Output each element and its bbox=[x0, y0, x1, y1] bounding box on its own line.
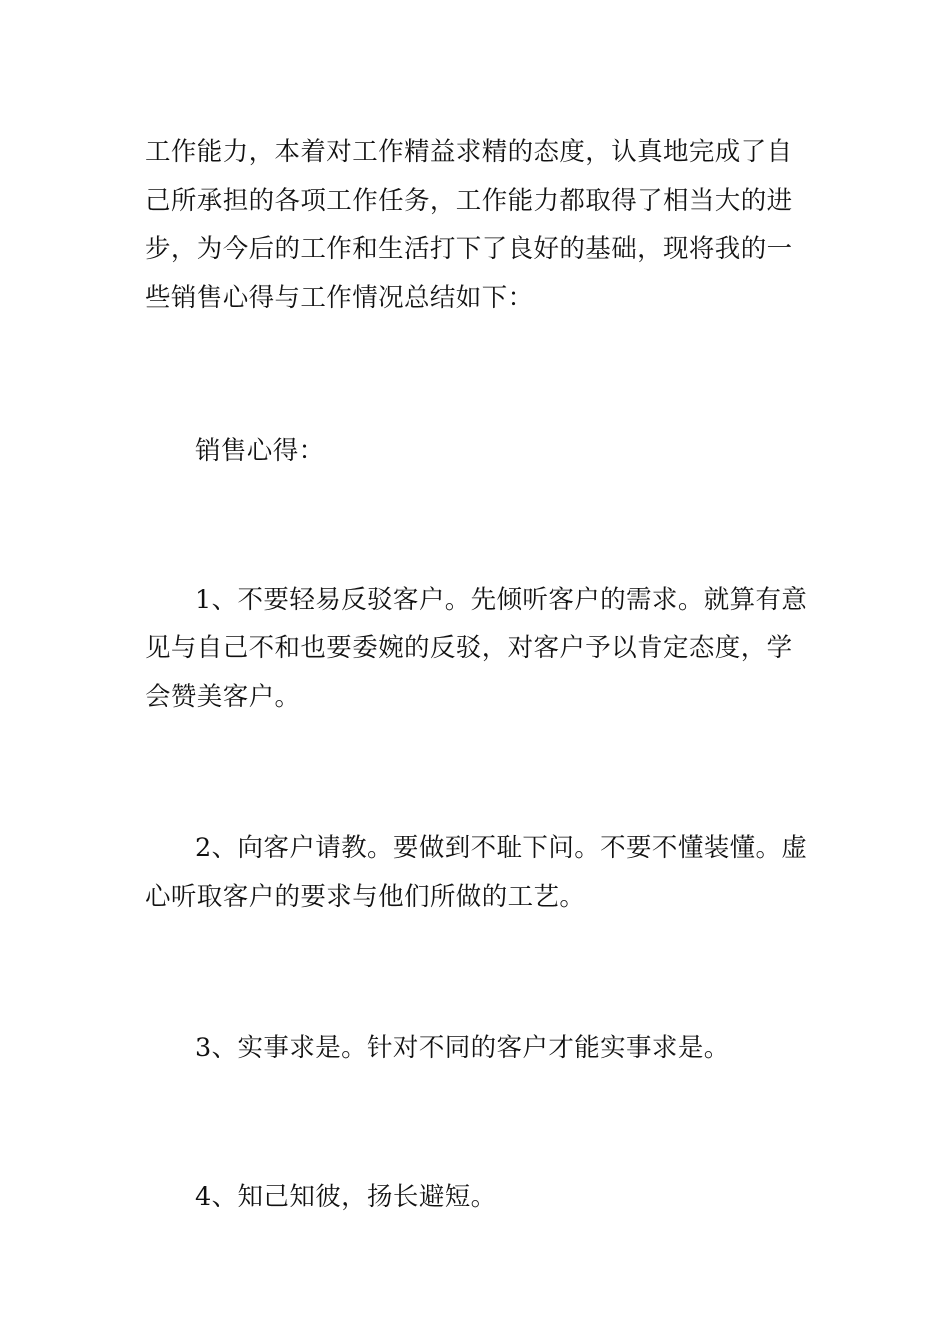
item1-line-1: 1、不要轻易反驳客户。先倾听客户的需求。就算有意 bbox=[195, 585, 808, 615]
item3-line-1: 3、实事求是。针对不同的客户才能实事求是。 bbox=[195, 1033, 730, 1063]
item1-line-2: 见与自己不和也要委婉的反驳，对客户予以肯定态度，学 bbox=[145, 633, 793, 663]
intro-line-2: 己所承担的各项工作任务，工作能力都取得了相当大的进 bbox=[145, 186, 793, 216]
intro-line-1: 工作能力，本着对工作精益求精的态度，认真地完成了自 bbox=[145, 137, 793, 167]
item4-line-1: 4、知己知彼，扬长避短。 bbox=[195, 1182, 497, 1212]
item2-line-2: 心听取客户的要求与他们所做的工艺。 bbox=[145, 882, 586, 912]
section-heading: 销售心得： bbox=[195, 436, 325, 466]
intro-line-4: 些销售心得与工作情况总结如下： bbox=[145, 283, 534, 313]
item1-line-3: 会赞美客户。 bbox=[145, 682, 301, 712]
intro-line-3: 步，为今后的工作和生活打下了良好的基础，现将我的一 bbox=[145, 234, 793, 264]
item2-line-1: 2、向客户请教。要做到不耻下问。不要不懂装懂。虚 bbox=[195, 833, 808, 863]
